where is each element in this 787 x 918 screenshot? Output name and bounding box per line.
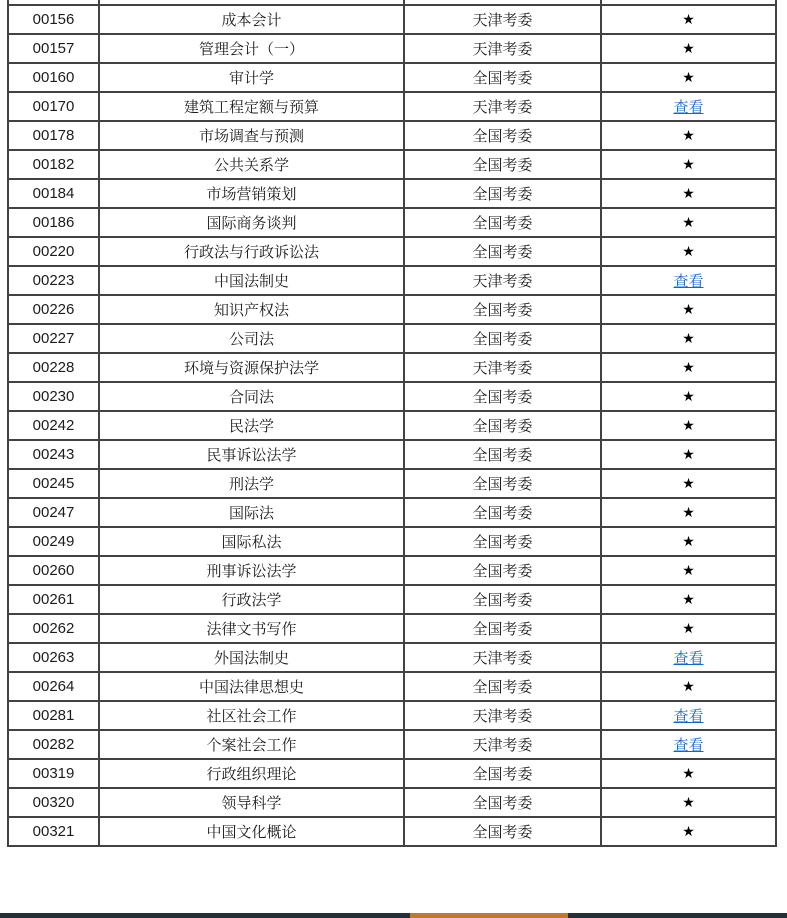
course-code-cell: 00247 <box>8 498 99 527</box>
star-icon: ★ <box>682 823 695 839</box>
course-name-cell: 中国文化概论 <box>99 817 404 846</box>
action-cell <box>601 643 776 672</box>
course-name-cell: 知识产权法 <box>99 295 404 324</box>
course-code-cell: 00220 <box>8 237 99 266</box>
table-row <box>8 382 776 411</box>
table-row <box>8 150 776 179</box>
action-cell <box>601 701 776 730</box>
committee-cell: 全国考委 <box>404 179 601 208</box>
action-cell <box>601 759 776 788</box>
course-code-cell: 00263 <box>8 643 99 672</box>
footer-bar <box>0 913 787 918</box>
course-name-cell: 公共关系学 <box>99 150 404 179</box>
course-code-cell: 00170 <box>8 92 99 121</box>
table-row <box>8 614 776 643</box>
table-row <box>8 121 776 150</box>
committee-cell: 全国考委 <box>404 759 601 788</box>
committee-cell: 天津考委 <box>404 92 601 121</box>
committee-cell: 全国考委 <box>404 498 601 527</box>
table-row <box>8 440 776 469</box>
course-name-cell: 管理会计（一） <box>99 34 404 63</box>
star-icon: ★ <box>682 388 695 404</box>
star-icon: ★ <box>682 243 695 259</box>
table-row <box>8 208 776 237</box>
table-row <box>8 643 776 672</box>
action-cell <box>601 382 776 411</box>
course-name-cell: 法律文书写作 <box>99 614 404 643</box>
action-cell <box>601 266 776 295</box>
action-cell <box>601 92 776 121</box>
table-row <box>8 266 776 295</box>
committee-cell: 天津考委 <box>404 266 601 295</box>
star-icon: ★ <box>682 359 695 375</box>
course-code-cell: 00182 <box>8 150 99 179</box>
course-name-cell: 国际商务谈判 <box>99 208 404 237</box>
table-row <box>8 585 776 614</box>
course-code-cell: 00249 <box>8 527 99 556</box>
action-cell <box>601 5 776 34</box>
committee-cell: 全国考委 <box>404 614 601 643</box>
table-row <box>8 730 776 759</box>
action-cell <box>601 179 776 208</box>
course-name-cell: 审计学 <box>99 63 404 92</box>
course-name-cell: 合同法 <box>99 382 404 411</box>
star-icon: ★ <box>682 446 695 462</box>
course-name-cell: 建筑工程定额与预算 <box>99 92 404 121</box>
committee-cell: 天津考委 <box>404 643 601 672</box>
action-cell <box>601 730 776 759</box>
course-name-cell: 中国法制史 <box>99 266 404 295</box>
course-code-cell: 00321 <box>8 817 99 846</box>
course-name-cell: 行政法与行政诉讼法 <box>99 237 404 266</box>
action-cell <box>601 585 776 614</box>
course-code-cell: 00184 <box>8 179 99 208</box>
committee-cell: 全国考委 <box>404 817 601 846</box>
course-name-cell: 行政组织理论 <box>99 759 404 788</box>
course-code-cell: 00281 <box>8 701 99 730</box>
committee-cell: 全国考委 <box>404 150 601 179</box>
committee-cell: 全国考委 <box>404 469 601 498</box>
table-row <box>8 701 776 730</box>
committee-cell: 天津考委 <box>404 701 601 730</box>
table-row <box>8 556 776 585</box>
table-row <box>8 324 776 353</box>
course-code-cell: 00262 <box>8 614 99 643</box>
course-name-cell: 市场调查与预测 <box>99 121 404 150</box>
course-name-cell: 行政法学 <box>99 585 404 614</box>
committee-cell: 天津考委 <box>404 353 601 382</box>
course-name-cell: 社区社会工作 <box>99 701 404 730</box>
committee-cell: 全国考委 <box>404 324 601 353</box>
action-cell <box>601 150 776 179</box>
action-cell <box>601 556 776 585</box>
action-cell <box>601 63 776 92</box>
table-row <box>8 817 776 846</box>
table-row <box>8 788 776 817</box>
course-name-cell: 刑事诉讼法学 <box>99 556 404 585</box>
star-icon: ★ <box>682 301 695 317</box>
star-icon: ★ <box>682 620 695 636</box>
action-cell <box>601 208 776 237</box>
course-name-cell: 民法学 <box>99 411 404 440</box>
course-code-cell: 00243 <box>8 440 99 469</box>
committee-cell: 全国考委 <box>404 527 601 556</box>
course-name-cell: 民事诉讼法学 <box>99 440 404 469</box>
star-icon: ★ <box>682 475 695 491</box>
table-row <box>8 179 776 208</box>
committee-cell: 全国考委 <box>404 788 601 817</box>
action-cell <box>601 440 776 469</box>
star-icon: ★ <box>682 69 695 85</box>
action-cell <box>601 34 776 63</box>
course-code-cell: 00260 <box>8 556 99 585</box>
course-code-cell: 00156 <box>8 5 99 34</box>
action-cell <box>601 527 776 556</box>
course-table-body <box>8 0 776 846</box>
table-row <box>8 469 776 498</box>
table-row <box>8 63 776 92</box>
table-row <box>8 353 776 382</box>
star-icon: ★ <box>682 185 695 201</box>
course-code-cell: 00242 <box>8 411 99 440</box>
table-row <box>8 411 776 440</box>
star-icon: ★ <box>682 40 695 56</box>
committee-cell: 全国考委 <box>404 295 601 324</box>
committee-cell: 天津考委 <box>404 5 601 34</box>
committee-cell: 全国考委 <box>404 382 601 411</box>
star-icon: ★ <box>682 794 695 810</box>
table-row <box>8 5 776 34</box>
course-code-cell: 00245 <box>8 469 99 498</box>
star-icon: ★ <box>682 156 695 172</box>
action-cell <box>601 324 776 353</box>
course-code-cell: 00223 <box>8 266 99 295</box>
course-code-cell: 00186 <box>8 208 99 237</box>
course-code-cell: 00230 <box>8 382 99 411</box>
view-link[interactable]: 查看 <box>673 708 704 725</box>
table-row <box>8 237 776 266</box>
course-code-cell: 00226 <box>8 295 99 324</box>
course-name-cell: 市场营销策划 <box>99 179 404 208</box>
star-icon: ★ <box>682 562 695 578</box>
view-link[interactable]: 查看 <box>673 99 704 116</box>
star-icon: ★ <box>682 417 695 433</box>
committee-cell: 全国考委 <box>404 237 601 266</box>
committee-cell: 天津考委 <box>404 34 601 63</box>
course-name-cell: 公司法 <box>99 324 404 353</box>
table-row <box>8 34 776 63</box>
course-code-cell: 00157 <box>8 34 99 63</box>
course-name-cell: 领导科学 <box>99 788 404 817</box>
course-name-cell: 成本会计 <box>99 5 404 34</box>
view-link[interactable]: 查看 <box>673 650 704 667</box>
course-name-cell: 个案社会工作 <box>99 730 404 759</box>
star-icon: ★ <box>682 533 695 549</box>
action-cell <box>601 614 776 643</box>
course-code-cell: 00319 <box>8 759 99 788</box>
action-cell <box>601 237 776 266</box>
committee-cell: 全国考委 <box>404 63 601 92</box>
action-cell <box>601 295 776 324</box>
committee-cell: 天津考委 <box>404 730 601 759</box>
course-name-cell: 国际法 <box>99 498 404 527</box>
star-icon: ★ <box>682 591 695 607</box>
course-name-cell: 环境与资源保护法学 <box>99 353 404 382</box>
committee-cell: 全国考委 <box>404 585 601 614</box>
star-icon: ★ <box>682 214 695 230</box>
table-row <box>8 498 776 527</box>
action-cell <box>601 353 776 382</box>
action-cell <box>601 411 776 440</box>
committee-cell: 全国考委 <box>404 208 601 237</box>
course-code-cell: 00264 <box>8 672 99 701</box>
action-cell <box>601 788 776 817</box>
action-cell <box>601 469 776 498</box>
action-cell <box>601 498 776 527</box>
star-icon: ★ <box>682 504 695 520</box>
table-row <box>8 295 776 324</box>
star-icon: ★ <box>682 127 695 143</box>
action-cell <box>601 672 776 701</box>
course-name-cell: 中国法律思想史 <box>99 672 404 701</box>
star-icon: ★ <box>682 678 695 694</box>
course-code-cell: 00320 <box>8 788 99 817</box>
star-icon: ★ <box>682 765 695 781</box>
course-table <box>7 0 777 847</box>
committee-cell: 全国考委 <box>404 121 601 150</box>
table-row <box>8 527 776 556</box>
committee-cell: 全国考委 <box>404 672 601 701</box>
star-icon: ★ <box>682 330 695 346</box>
table-row <box>8 759 776 788</box>
view-link[interactable]: 查看 <box>673 737 704 754</box>
committee-cell: 全国考委 <box>404 440 601 469</box>
course-code-cell: 00282 <box>8 730 99 759</box>
course-code-cell: 00228 <box>8 353 99 382</box>
star-icon: ★ <box>682 11 695 27</box>
course-name-cell: 外国法制史 <box>99 643 404 672</box>
course-name-cell: 刑法学 <box>99 469 404 498</box>
course-code-cell: 00178 <box>8 121 99 150</box>
committee-cell: 全国考委 <box>404 556 601 585</box>
course-code-cell: 00227 <box>8 324 99 353</box>
course-name-cell: 国际私法 <box>99 527 404 556</box>
action-cell <box>601 817 776 846</box>
action-cell <box>601 121 776 150</box>
course-code-cell: 00160 <box>8 63 99 92</box>
table-row <box>8 92 776 121</box>
table-row <box>8 672 776 701</box>
footer-accent <box>410 913 568 918</box>
course-code-cell: 00261 <box>8 585 99 614</box>
view-link[interactable]: 查看 <box>673 273 704 290</box>
committee-cell: 全国考委 <box>404 411 601 440</box>
